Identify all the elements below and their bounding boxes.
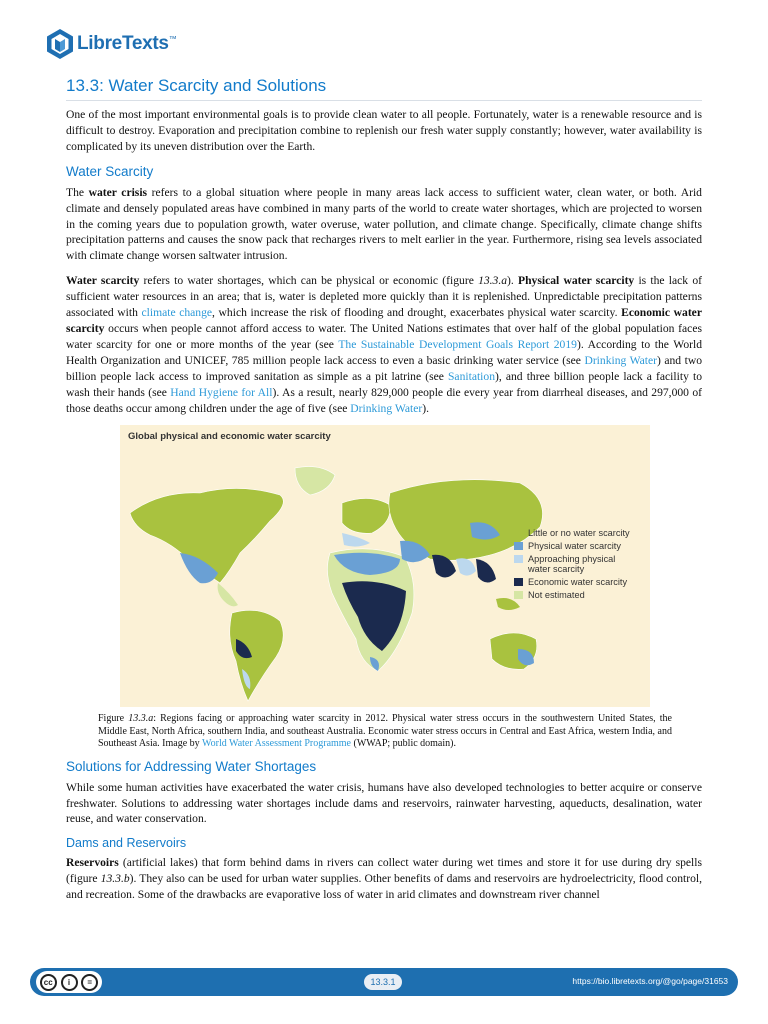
- legend-entry: Economic water scarcity: [514, 577, 638, 587]
- libretexts-logo[interactable]: [46, 26, 176, 62]
- legend-entry: Not estimated: [514, 590, 638, 600]
- legend-swatch-physical: [514, 542, 523, 550]
- attribution-icon: i: [61, 974, 78, 991]
- continent-africa: [327, 549, 413, 671]
- legend-entry: Little or no water scarcity: [514, 528, 638, 538]
- legend-swatch-economic: [514, 578, 523, 586]
- cc-license-badge[interactable]: [36, 971, 102, 993]
- heading-water-scarcity: Water Scarcity: [66, 163, 154, 179]
- water-scarcity-paragraph: Water scarcity refers to water shortages, which can be physical or economic (figure 13.3.a). Physical water scarcity is the lack of sufficient water resources in an area; that is, water is depleted more quickly than it is replenished. Unpredictable precipitation patterns associated with climate change, which increase the risk of flooding and drought, exacerbates physical water scarcity. Economic water scarcity occurs when people cannot afford access to water. The United Nations estimates that over half of the global population faces water scarcity for one or more months of the year (see The Sustainable Development Goals Report 2019). According to the World Health Organization and UNICEF, 785 million people lack access to even a basic drinking water service (see Drinking Water) and two billion people lack access to improved sanitation as simple as a pit latrine (see Sanitation), and three billion people lack a facility to wash their hands (see Hand Hygiene for All). As a result, nearly 829,000 people die every year from diarrheal diseases, and 297,000 of those deaths occur among children under the age of five (see Drinking Water).: [66, 274, 702, 415]
- link-hand-hygiene[interactable]: Hand Hygiene for All: [170, 385, 273, 399]
- legend-swatch-approaching: [514, 555, 523, 563]
- link-sdg-report[interactable]: The Sustainable Development Goals Report 2019: [338, 337, 577, 351]
- legend-entry: Physical water scarcity: [514, 541, 638, 551]
- figure-ref: 13.3.a: [478, 274, 508, 288]
- logo-wordmark: LibreTexts™: [77, 33, 177, 54]
- continent-south-america: [230, 611, 283, 702]
- figure-title: Global physical and economic water scarcity: [128, 431, 331, 443]
- cc-icon: cc: [40, 974, 57, 991]
- heading-dams-reservoirs: Dams and Reservoirs: [66, 836, 187, 851]
- water-crisis-paragraph: The water crisis refers to a global situation where people in many areas lack access to sufficient water, clean water, or both. Arid climate and densely populated areas have combined in many parts of the world to create water shortages, which are projected to worsen in the coming years due to population growth, water overuse, water pollution, and climate change. Specifically, climate change shifts precipitation patterns and causes the snow pack that recharges rivers to melt earlier in the year. Furthermore, rising sea levels associated with climate change worsen saltwater intrusion.: [66, 185, 702, 263]
- link-climate-change[interactable]: climate change: [141, 306, 213, 320]
- continent-australia: [490, 598, 537, 669]
- legend-swatch-not-estimated: [514, 591, 523, 599]
- link-drinking-water[interactable]: Drinking Water: [584, 353, 657, 367]
- page-number: 13.3.1: [364, 974, 402, 990]
- legend-swatch-little: [514, 529, 523, 537]
- solutions-paragraph: While some human activities have exacerbated the water crisis, humans have also developed technologies to better acquire or conserve freshwater. Solutions to addressing water shortages include dams and reservoirs, rainwater harvesting, aqueducts, desalination, water reuse, and water conservation.: [66, 780, 702, 826]
- link-drinking-water-2[interactable]: Drinking Water: [350, 401, 423, 415]
- page-url[interactable]: https://bio.libretexts.org/@go/page/31653: [572, 976, 728, 986]
- water-scarcity-map-figure: [120, 425, 650, 707]
- figure-caption: Figure 13.3.a: Regions facing or approaching water scarcity in 2012. Physical water stress occurs in the southwestern United States, the Middle East, North Africa, southern India, and southeast Australia. Economic water stress occurs in Central and East Africa, western India, and Southeast Asia. Image by World Water Assessment Programme (WWAP; public domain).: [98, 713, 672, 750]
- legend-entry: Approaching physical water scarcity: [514, 554, 638, 574]
- page-title: 13.3: Water Scarcity and Solutions: [66, 76, 702, 101]
- link-wwap[interactable]: World Water Assessment Programme: [201, 738, 351, 750]
- article: [66, 76, 702, 912]
- map-legend: [514, 528, 638, 603]
- continent-north-america: [130, 467, 335, 607]
- libretexts-hexagon-icon: [46, 28, 74, 60]
- no-derivatives-icon: =: [81, 974, 98, 991]
- intro-paragraph: One of the most important environmental goals is to provide clean water to all people. Fortunately, water is a renewable resource and is difficult to destroy. Evaporation and precipitation combine to replenish our fresh water supply constantly; however, water availability is complicated by its uneven distribution over the Earth.: [66, 108, 702, 153]
- reservoirs-paragraph: Reservoirs (artificial lakes) that form behind dams in rivers can collect water during wet times and store it for use during dry spells (figure 13.3.b). They also can be used for urban water supplies. Other benefits of dams and reservoirs are hydroelectricity, flood control, and recreation. Some of the drawbacks are evaporative loss of water in arid climates and downstream river channel: [66, 856, 703, 902]
- link-sanitation[interactable]: Sanitation: [447, 369, 495, 383]
- continent-europe: [342, 499, 390, 547]
- heading-solutions: Solutions for Addressing Water Shortages: [66, 758, 317, 774]
- page-footer: [30, 968, 738, 996]
